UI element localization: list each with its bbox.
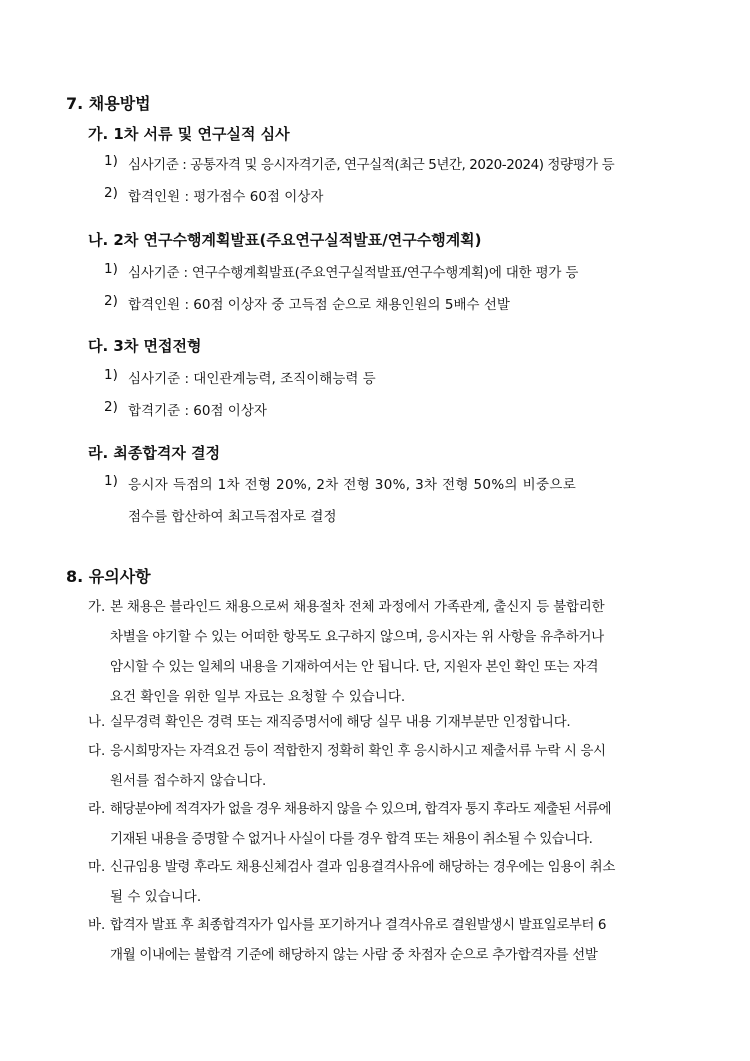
note-line: 차별을 야기할 수 있는 어떠한 항목도 요구하지 않으며, 응시자는 위 사항을 유추하거나 xyxy=(110,629,604,645)
item-number: 1) xyxy=(104,367,118,383)
note-line: 합격자 발표 후 최종합격자가 입사를 포기하거나 결격사유로 결원발생시 발표일로부터 6 xyxy=(110,917,606,933)
note-label: 가. xyxy=(88,599,106,615)
note-line: 기재된 내용을 증명할 수 없거나 사실이 다를 경우 합격 또는 채용이 취소될 수 있습니다. xyxy=(110,831,593,847)
section-7-title: 7. 채용방법 xyxy=(66,94,151,113)
item-text: 심사기준 : 연구수행계획발표(주요연구실적발표/연구수행계획)에 대한 평가 등 xyxy=(128,265,579,281)
subsection-ga-title: 가. 1차 서류 및 연구실적 심사 xyxy=(88,125,290,143)
note-label: 마. xyxy=(88,859,106,875)
item-number: 2) xyxy=(104,293,118,309)
subsection-na-title: 나. 2차 연구수행계획발표(주요연구실적발표/연구수행계획) xyxy=(88,231,482,249)
section-8-title: 8. 유의사항 xyxy=(66,567,151,586)
note-line: 요건 확인을 위한 일부 자료는 요청할 수 있습니다. xyxy=(110,689,406,705)
note-line: 암시할 수 있는 일체의 내용을 기재하여서는 안 됩니다. 단, 지원자 본인 확인 또는 자격 xyxy=(110,659,599,675)
note-label: 나. xyxy=(88,714,106,730)
subsection-da-title: 다. 3차 면접전형 xyxy=(88,337,202,355)
item-number: 2) xyxy=(104,185,118,201)
item-text: 응시자 득점의 1차 전형 20%, 2차 전형 30%, 3차 전형 50%의 비중으로 xyxy=(128,477,577,493)
note-line: 해당분야에 적격자가 없을 경우 채용하지 않을 수 있으며, 합격자 통지 후라도 제출된 서류에 xyxy=(110,801,611,817)
item-number: 1) xyxy=(104,261,118,277)
item-number: 2) xyxy=(104,399,118,415)
note-line: 될 수 있습니다. xyxy=(110,889,202,905)
note-text xyxy=(110,852,688,912)
note-text xyxy=(110,736,688,796)
note-text xyxy=(110,794,688,854)
note-label: 바. xyxy=(88,917,106,933)
note-label: 다. xyxy=(88,743,106,759)
item-number: 1) xyxy=(104,153,118,169)
subsection-ra-title: 라. 최종합격자 결정 xyxy=(88,444,221,462)
item-text: 심사기준 : 공통자격 및 응시자격기준, 연구실적(최근 5년간, 2020-2024) 정량평가 등 xyxy=(128,157,615,173)
note-line: 개월 이내에는 불합격 기준에 해당하지 않는 사람 중 차점자 순으로 추가합격자를 선발 xyxy=(110,947,598,963)
item-text-continued: 점수를 합산하여 최고득점자로 결정 xyxy=(128,509,337,525)
item-text: 합격인원 : 평가점수 60점 이상자 xyxy=(128,189,324,205)
note-text xyxy=(110,910,688,970)
note-line: 신규임용 발령 후라도 채용신체검사 결과 임용결격사유에 해당하는 경우에는 임용이 취소 xyxy=(110,859,616,875)
note-line: 원서를 접수하지 않습니다. xyxy=(110,773,267,789)
note-text xyxy=(110,707,688,737)
item-text: 합격기준 : 60점 이상자 xyxy=(128,403,267,419)
item-number: 1) xyxy=(104,473,118,489)
note-line: 응시희망자는 자격요건 등이 적합한지 정확히 확인 후 응시하시고 제출서류 누락 시 응시 xyxy=(110,743,606,759)
item-text: 심사기준 : 대인관계능력, 조직이해능력 등 xyxy=(128,371,376,387)
note-line: 실무경력 확인은 경력 또는 재직증명서에 해당 실무 내용 기재부분만 인정합니다. xyxy=(110,714,571,730)
item-text: 합격인원 : 60점 이상자 중 고득점 순으로 채용인원의 5배수 선발 xyxy=(128,297,510,313)
note-label: 라. xyxy=(88,801,106,817)
note-line: 본 채용은 블라인드 채용으로써 채용절차 전체 과정에서 가족관계, 출신지 등 불합리한 xyxy=(110,599,605,615)
note-text xyxy=(110,592,688,712)
